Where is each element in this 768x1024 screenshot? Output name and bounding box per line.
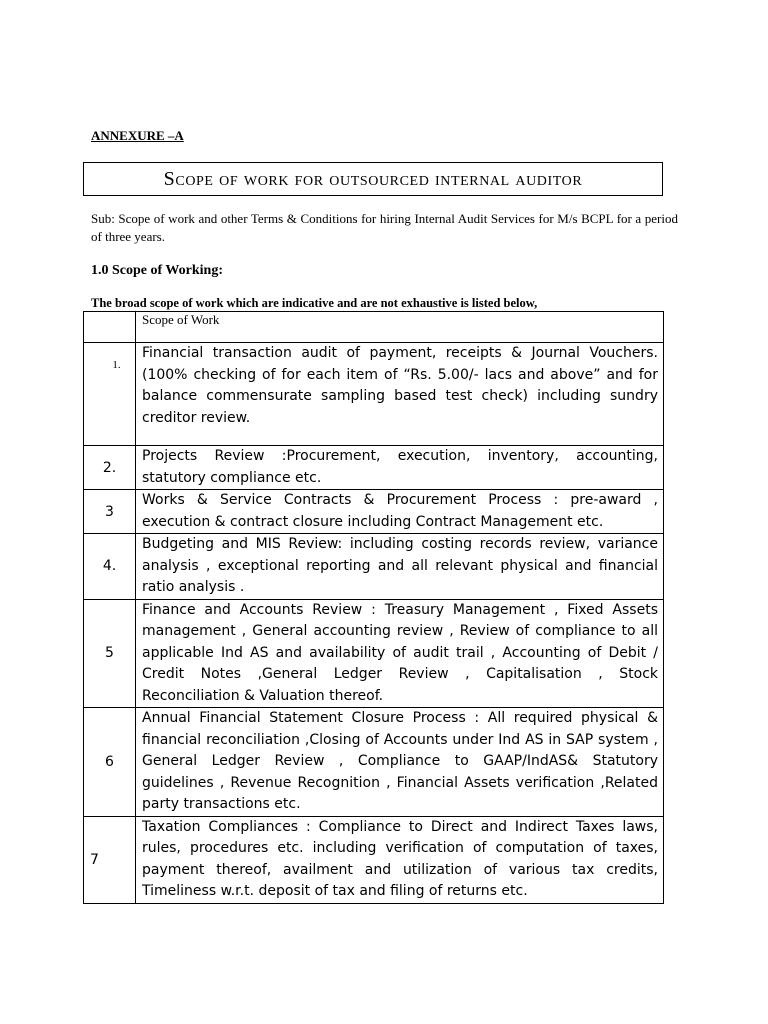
subject-line: Sub: Scope of work and other Terms & Conditions for hiring Internal Audit Services for M/s BCPL for a period of three years.	[91, 211, 678, 244]
row-number: 7	[84, 816, 136, 903]
header-scope-cell: Scope of Work	[136, 312, 664, 343]
row-description: Projects Review :Procurement, execution, inventory, accounting, statutory compliance etc.	[136, 446, 664, 490]
row-description: Financial transaction audit of payment, receipts & Journal Vouchers. (100% checking of for each item of “Rs. 5.00/- lacs and above” and for balance commensurate sampling based test check) including sundry creditor review.	[136, 343, 664, 446]
table-row	[84, 599, 664, 708]
scope-of-work-table	[83, 311, 664, 904]
row-number: 3	[84, 490, 136, 534]
table-header-row	[84, 312, 664, 343]
table-row	[84, 446, 664, 490]
row-number: 5	[84, 599, 136, 708]
table-row	[84, 343, 664, 446]
document-title: Scope of work for outsourced internal auditor	[83, 162, 663, 196]
annexure-label: ANNEXURE –A	[91, 128, 184, 143]
row-number: 4.	[84, 534, 136, 600]
row-number: 2.	[84, 446, 136, 490]
table-row	[84, 534, 664, 600]
row-description: Taxation Compliances : Compliance to Direct and Indirect Taxes laws, rules, procedures etc. including verification of computation of taxes, payment thereof, availment and utilization of various tax credits, Timeliness w.r.t. deposit of tax and filing of returns etc.	[136, 816, 664, 903]
section-heading: 1.0 Scope of Working:	[91, 263, 223, 278]
header-num-cell	[84, 312, 136, 343]
row-description: Finance and Accounts Review : Treasury Management , Fixed Assets management , General accounting review , Review of compliance to all applicable Ind AS and availability of audit trail , Accounting of Debit / Credit Notes ,General Ledger Review , Capitalisation , Stock Reconciliation & Valuation thereof.	[136, 599, 664, 708]
row-description: Works & Service Contracts & Procurement Process : pre-award , execution & contract closure including Contract Management etc.	[136, 490, 664, 534]
row-number: 6	[84, 708, 136, 817]
row-description: Budgeting and MIS Review: including costing records review, variance analysis , exceptional reporting and all relevant physical and financial ratio analysis .	[136, 534, 664, 600]
row-number: 1.	[84, 343, 136, 446]
table-row	[84, 708, 664, 817]
row-description: Annual Financial Statement Closure Process : All required physical & financial reconciliation ,Closing of Accounts under Ind AS in SAP system , General Ledger Review , Compliance to GAAP/IndAS& Statutory guidelines , Revenue Recognition , Financial Assets verification ,Related party transactions etc.	[136, 708, 664, 817]
intro-text: The broad scope of work which are indicative and are not exhaustive is listed below,	[91, 296, 538, 310]
table-row	[84, 816, 664, 903]
table-row	[84, 490, 664, 534]
